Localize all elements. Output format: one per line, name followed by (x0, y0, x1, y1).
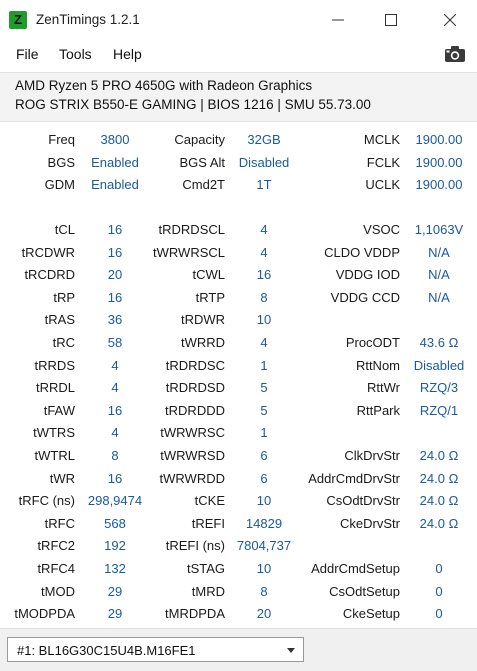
minimize-icon (332, 14, 344, 26)
param-label: BGS Alt (179, 155, 225, 170)
maximize-icon (385, 14, 397, 26)
menu-help[interactable]: Help (113, 46, 142, 62)
timing-label: tRDWR (180, 312, 225, 327)
timing-value: N/A (428, 290, 450, 305)
timing-value: 10 (256, 493, 272, 508)
param-label: FCLK (366, 155, 400, 170)
close-icon (444, 14, 456, 26)
cpu-name: AMD Ryzen 5 PRO 4650G with Radeon Graphics (15, 78, 313, 93)
param-label: BGS (47, 155, 75, 170)
timing-label: tRCDRD (24, 267, 75, 282)
timing-label: tREFI (ns) (165, 538, 225, 553)
param-label: Freq (48, 132, 75, 147)
timing-label: tRAS (44, 312, 75, 327)
timing-label: tMRD (191, 584, 225, 599)
timing-label: tCKE (194, 493, 225, 508)
timing-value: 1 (260, 425, 268, 440)
timing-value: N/A (428, 245, 450, 260)
timing-value: 16 (107, 245, 123, 260)
timing-value: RZQ/1 (419, 403, 459, 418)
timing-value: 8 (260, 290, 268, 305)
timing-value: 5 (260, 380, 268, 395)
timing-label: AddrCmdDrvStr (308, 471, 400, 486)
timing-value: 24.0 Ω (419, 516, 459, 531)
timing-value: 4 (111, 358, 119, 373)
timing-label: tRRDS (34, 358, 75, 373)
timing-label: tFAW (43, 403, 75, 418)
close-button[interactable] (424, 0, 476, 40)
timing-label: tMRDPDA (165, 606, 225, 621)
timing-value: 14829 (245, 516, 283, 531)
timing-label: tWTRL (34, 448, 75, 463)
timing-label: tWRWRSC (160, 425, 225, 440)
menu-file[interactable]: File (16, 46, 39, 62)
timing-label: tWTRS (33, 425, 75, 440)
timing-value: 29 (107, 606, 123, 621)
param-label: GDM (44, 177, 75, 192)
timing-value: 16 (107, 290, 123, 305)
timing-value: 1 (260, 358, 268, 373)
param-label: MCLK (363, 132, 400, 147)
timing-label: tCWL (192, 267, 225, 282)
param-value: 1900.00 (415, 177, 463, 192)
timing-label: tWR (49, 471, 75, 486)
timing-label: tRC (52, 335, 75, 350)
system-info-panel (0, 72, 477, 122)
module-select-value: #1: BL16G30C15U4B.M16FE1 (17, 643, 196, 658)
timing-value: 16 (107, 471, 123, 486)
title-bar (0, 0, 477, 40)
param-value: Enabled (91, 177, 139, 192)
chevron-down-icon (287, 648, 295, 653)
timing-value: N/A (428, 267, 450, 282)
timing-label: VDDG IOD (335, 267, 400, 282)
timing-value: 6 (260, 471, 268, 486)
timing-label: CsOdtSetup (329, 584, 400, 599)
timing-value: 36 (107, 312, 123, 327)
timing-label: tRFC2 (37, 538, 75, 553)
camera-icon[interactable] (444, 45, 466, 63)
timing-label: tMOD (41, 584, 75, 599)
param-value: 1900.00 (415, 155, 463, 170)
timing-label: tRFC (ns) (18, 493, 75, 508)
timing-value: 4 (260, 245, 268, 260)
timing-label: tREFI (191, 516, 225, 531)
param-value: 3800 (100, 132, 130, 147)
timing-value: 20 (256, 606, 272, 621)
minimize-button[interactable] (312, 0, 364, 40)
timing-label: VDDG CCD (330, 290, 400, 305)
timing-value: 16 (256, 267, 272, 282)
timing-label: tRFC (44, 516, 75, 531)
menu-bar (0, 40, 477, 70)
timing-label: RttWr (367, 380, 400, 395)
timing-label: CkeDrvStr (340, 516, 400, 531)
timing-label: CsOdtDrvStr (326, 493, 400, 508)
maximize-button[interactable] (365, 0, 417, 40)
timing-label: tRDRDSC (165, 358, 225, 373)
timing-label: ClkDrvStr (344, 448, 400, 463)
timing-label: tMODPDA (14, 606, 75, 621)
param-label: UCLK (365, 177, 400, 192)
board-info: ROG STRIX B550-E GAMING | BIOS 1216 | SMU 55.73.00 (15, 97, 371, 112)
timing-label: tRP (53, 290, 75, 305)
timing-value: 0 (435, 584, 443, 599)
timing-value: 8 (260, 584, 268, 599)
window-title: ZenTimings 1.2.1 (36, 12, 140, 27)
param-value: Disabled (238, 155, 290, 170)
timing-value: RZQ/3 (419, 380, 459, 395)
timing-label: RttNom (355, 358, 400, 373)
timing-value: 192 (104, 538, 126, 553)
timing-label: tWRRD (180, 335, 225, 350)
timing-label: tWRWRDD (159, 471, 225, 486)
timing-value: 1,1063V (414, 222, 464, 237)
param-label: Capacity (174, 132, 225, 147)
param-value: 1T (256, 177, 272, 192)
footer-bar (0, 628, 477, 671)
timing-label: tRDRDSCL (158, 222, 225, 237)
timing-label: VSOC (363, 222, 400, 237)
timing-value: 24.0 Ω (419, 448, 459, 463)
menu-tools[interactable]: Tools (59, 46, 92, 62)
timing-value: 43.6 Ω (419, 335, 459, 350)
timing-label: ProcODT (345, 335, 400, 350)
timing-value: 7804,737 (236, 538, 292, 553)
param-value: 32GB (247, 132, 281, 147)
timing-value: 24.0 Ω (419, 471, 459, 486)
timing-label: tRFC4 (37, 561, 75, 576)
timing-value: 58 (107, 335, 123, 350)
param-value: 1900.00 (415, 132, 463, 147)
timing-value: 16 (107, 222, 123, 237)
timing-value: 0 (435, 606, 443, 621)
timing-value: 24.0 Ω (419, 493, 459, 508)
app-logo-icon: Z (9, 11, 27, 29)
timing-value: Disabled (413, 358, 465, 373)
timing-value: 4 (111, 380, 119, 395)
timing-label: tRTP (195, 290, 225, 305)
timing-value: 5 (260, 403, 268, 418)
timing-value: 4 (260, 335, 268, 350)
timing-value: 29 (107, 584, 123, 599)
timing-value: 6 (260, 448, 268, 463)
timing-value: 568 (104, 516, 126, 531)
timing-label: tWRWRSCL (153, 245, 225, 260)
timing-label: tRCDWR (21, 245, 75, 260)
timing-label: tRDRDDD (165, 403, 225, 418)
timing-value: 10 (256, 312, 272, 327)
timing-label: CLDO VDDP (324, 245, 400, 260)
param-label: Cmd2T (182, 177, 225, 192)
timing-label: tRRDL (35, 380, 75, 395)
timing-value: 4 (260, 222, 268, 237)
timing-value: 132 (104, 561, 126, 576)
module-select[interactable] (7, 637, 304, 662)
timing-value: 16 (107, 403, 123, 418)
param-value: Enabled (91, 155, 139, 170)
timing-label: tWRWRSD (160, 448, 225, 463)
timing-value: 10 (256, 561, 272, 576)
timing-value: 4 (111, 425, 119, 440)
timing-label: tCL (54, 222, 75, 237)
timing-label: tSTAG (186, 561, 225, 576)
timing-label: AddrCmdSetup (311, 561, 400, 576)
timing-label: tRDRDSD (165, 380, 225, 395)
timing-label: RttPark (356, 403, 400, 418)
timing-label: CkeSetup (342, 606, 400, 621)
timing-value: 20 (107, 267, 123, 282)
timing-value: 298,9474 (87, 493, 143, 508)
timing-value: 0 (435, 561, 443, 576)
timing-value: 8 (111, 448, 119, 463)
